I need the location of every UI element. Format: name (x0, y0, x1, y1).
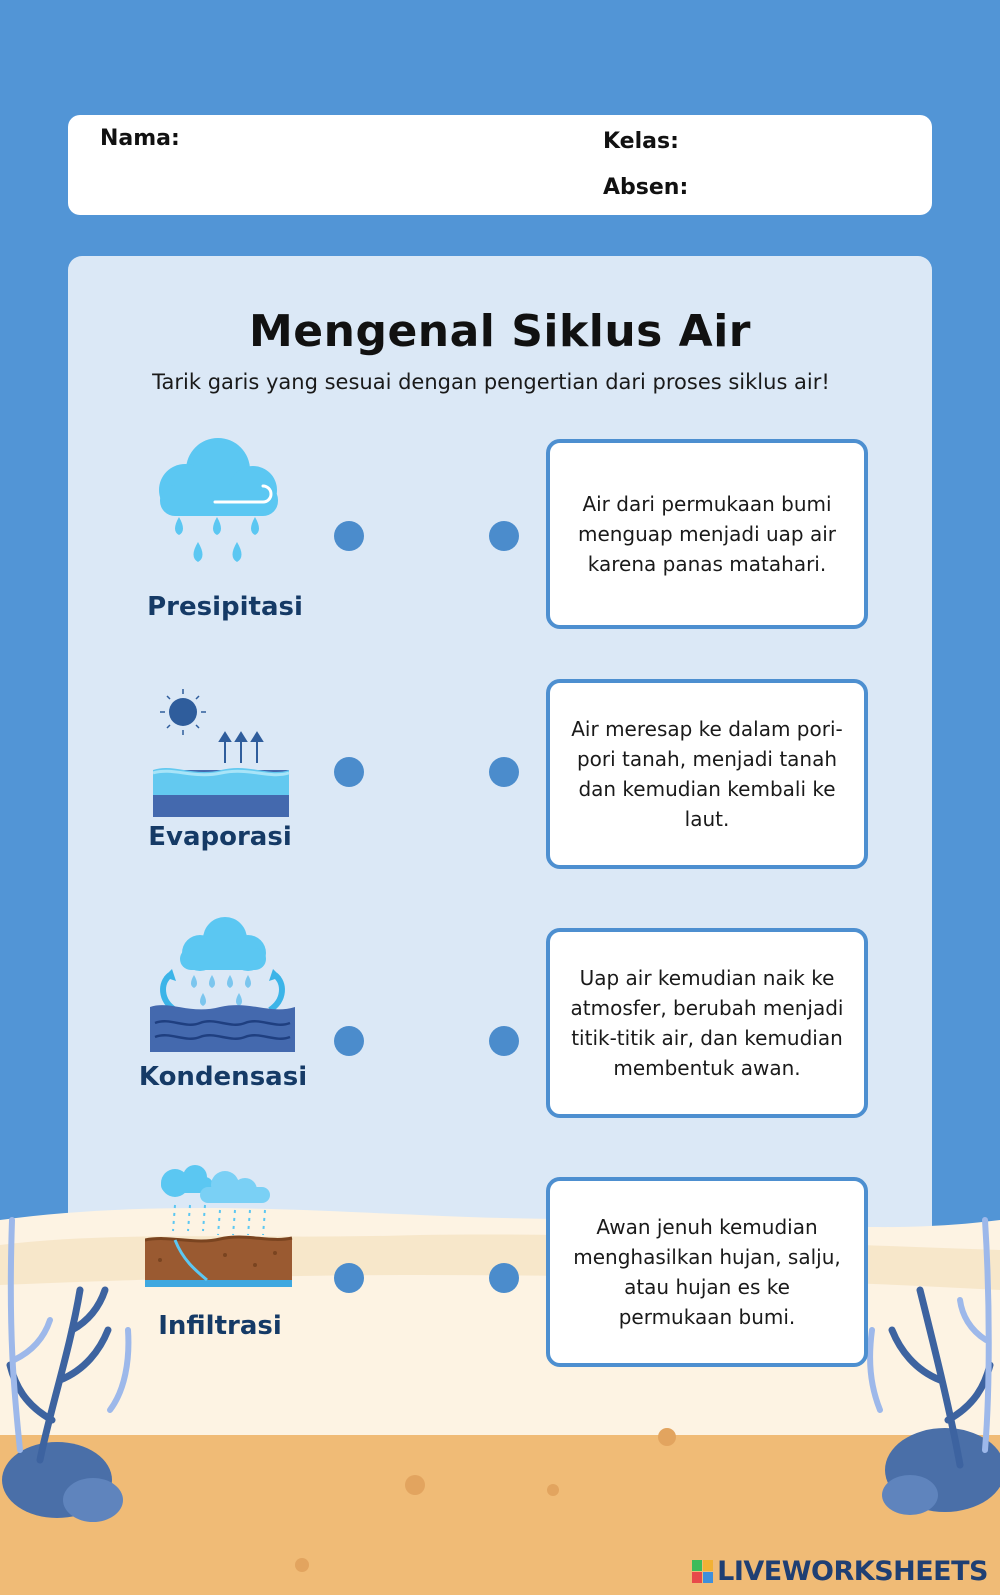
student-info-card (68, 115, 932, 215)
term-evaporasi: Evaporasi (148, 822, 292, 852)
right-dot-3[interactable] (489, 1026, 519, 1056)
evaporation-icon (153, 685, 293, 820)
definition-box-2: Air meresap ke dalam pori-pori tanah, menjadi tanah dan kemudian kembali ke laut. (546, 679, 868, 869)
definition-box-4: Awan jenuh kemudian menghasilkan hujan, salju, atau hujan es ke permukaan bumi. (546, 1177, 868, 1367)
condensation-icon (150, 915, 295, 1055)
left-dot-4[interactable] (334, 1263, 364, 1293)
left-dot-3[interactable] (334, 1026, 364, 1056)
rain-cloud-icon (155, 435, 285, 580)
infiltration-icon (145, 1165, 295, 1310)
term-presipitasi: Presipitasi (147, 592, 303, 622)
left-dot-2[interactable] (334, 757, 364, 787)
right-dot-4[interactable] (489, 1263, 519, 1293)
page-title: Mengenal Siklus Air (249, 306, 751, 357)
absence-label: Absen: (603, 175, 689, 200)
brand-name: LIVEWORKSHEETS (717, 1556, 988, 1587)
right-dot-2[interactable] (489, 757, 519, 787)
term-kondensasi: Kondensasi (138, 1062, 308, 1092)
definition-box-3: Uap air kemudian naik ke atmosfer, berubah menjadi titik-titik air, dan kemudian membentuk awan. (546, 928, 868, 1118)
class-label: Kelas: (603, 129, 679, 154)
left-dot-1[interactable] (334, 521, 364, 551)
term-infiltrasi: Infiltrasi (158, 1311, 282, 1341)
right-dot-1[interactable] (489, 521, 519, 551)
liveworksheets-logo (692, 1556, 988, 1587)
name-label: Nama: (100, 126, 180, 151)
liveworksheets-logo-icon (692, 1560, 714, 1584)
definition-box-1: Air dari permukaan bumi menguap menjadi uap air karena panas matahari. (546, 439, 868, 629)
instruction-text: Tarik garis yang sesuai dengan pengertian dari proses siklus air! (152, 370, 830, 394)
